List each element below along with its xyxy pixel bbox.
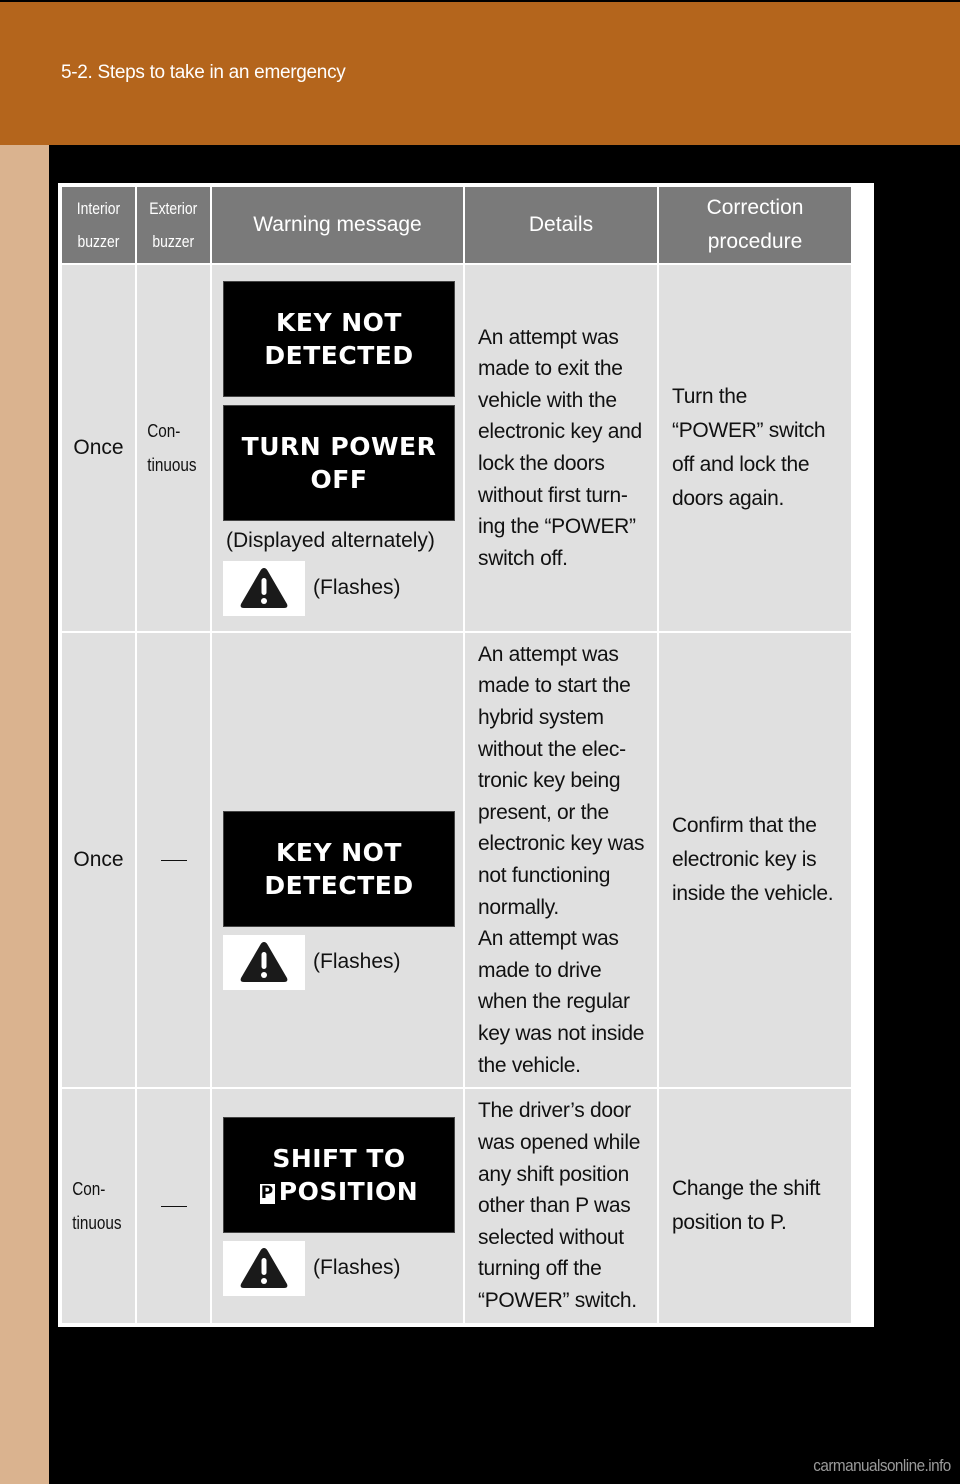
correction-cell: Turn the “POWER” switch off and lock the doors again. <box>658 264 852 632</box>
master-warning-icon <box>223 561 305 616</box>
display-screen-key-not-detected: KEY NOT DETECTED <box>223 811 455 927</box>
exterior-buzzer-cell <box>136 632 211 1088</box>
side-tab-strip <box>0 145 49 1484</box>
warning-message-cell <box>211 264 464 632</box>
col-correction: Correction procedure <box>658 186 852 264</box>
interior-buzzer-cell: Once <box>61 264 136 632</box>
display-screen-key-not-detected: KEY NOT DETECTED <box>223 281 455 397</box>
display-screen-turn-power-off: TURN POWER OFF <box>223 405 455 521</box>
details-cell: An attempt was made to exit the vehicle with the electronic key and lock the doors without first turn- ing the “POWER” switch off. <box>464 264 658 632</box>
table-row <box>61 632 852 1088</box>
p-position-glyph: P <box>260 1182 274 1203</box>
details-cell: An attempt was made to start the hybrid system without the elec- tronic key being present, or the electronic key was not functioning normally. An attempt was made to drive when the regular key was not inside the vehicle. <box>464 632 658 1088</box>
master-warning-icon <box>223 935 305 990</box>
display-screen-shift-to-p: SHIFT TO P POSITION <box>223 1117 455 1233</box>
correction-cell: Confirm that the electronic key is inside the vehicle. <box>658 632 852 1088</box>
col-interior-buzzer: Interior buzzer <box>61 186 136 264</box>
exterior-buzzer-cell <box>136 1088 211 1324</box>
display-note: (Displayed alternately) <box>226 528 435 552</box>
table-row <box>61 264 852 632</box>
page-header <box>0 2 960 145</box>
col-warning-message: Warning message <box>211 186 464 264</box>
interior-buzzer-cell: Once <box>61 632 136 1088</box>
interior-buzzer-cell: Con- tinuous <box>61 1088 136 1324</box>
section-title: 5-2. Steps to take in an emergency <box>61 62 346 83</box>
warning-message-cell <box>211 1088 464 1324</box>
master-warning-icon <box>223 1241 305 1296</box>
none-dash <box>161 860 187 861</box>
warning-table <box>58 183 874 1327</box>
table-header-row <box>61 186 852 264</box>
table-row <box>61 1088 852 1324</box>
flashes-label: (Flashes) <box>313 950 401 973</box>
flashes-label: (Flashes) <box>313 576 401 599</box>
flashes-label: (Flashes) <box>313 1256 401 1279</box>
col-details: Details <box>464 186 658 264</box>
watermark: carmanualsonline.info <box>813 1456 951 1475</box>
exterior-buzzer-cell: Con- tinuous <box>136 264 211 632</box>
col-exterior-buzzer: Exterior buzzer <box>136 186 211 264</box>
warning-message-cell <box>211 632 464 1088</box>
correction-cell: Change the shift position to P. <box>658 1088 852 1324</box>
details-cell: The driver’s door was opened while any shift position other than P was selected without turning off the “POWER” switch. <box>464 1088 658 1324</box>
none-dash <box>161 1206 187 1207</box>
